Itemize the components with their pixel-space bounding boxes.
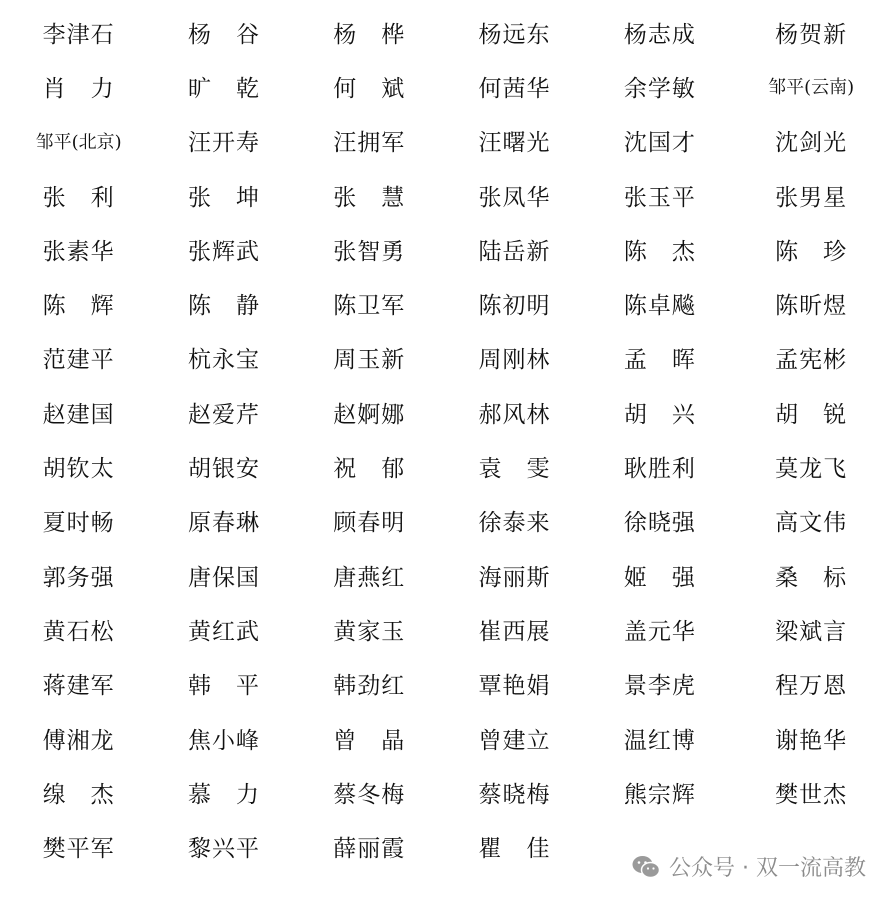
name-cell: 瞿 佳 — [478, 836, 551, 863]
name-row — [0, 59, 892, 113]
name-cell: 杨远东 — [478, 21, 551, 48]
name-cell: 杨 谷 — [187, 21, 260, 48]
name-cell: 孟 晖 — [623, 347, 696, 374]
watermark — [631, 851, 866, 882]
name-cell: 沈国才 — [623, 130, 696, 157]
name-cell: 余学敏 — [623, 75, 696, 102]
name-cell: 赵爱芹 — [187, 401, 260, 428]
name-cell: 黎兴平 — [187, 836, 260, 863]
name-cell: 程万恩 — [775, 673, 848, 700]
name-row — [0, 602, 892, 656]
name-cell: 陈昕煜 — [775, 293, 848, 320]
name-cell: 唐保国 — [187, 564, 260, 591]
name-cell: 韩 平 — [187, 673, 260, 700]
name-grid — [0, 5, 892, 874]
name-row — [0, 548, 892, 602]
name-cell: 唐燕红 — [333, 564, 406, 591]
name-cell: 旷 乾 — [187, 75, 260, 102]
name-cell: 徐泰来 — [478, 510, 551, 537]
name-row — [0, 114, 892, 168]
watermark-text: 公众号 · 双一流高教 — [669, 856, 866, 881]
name-cell: 曾 晶 — [333, 727, 406, 754]
name-cell: 原春琳 — [187, 510, 260, 537]
name-cell: 袁 雯 — [478, 456, 551, 483]
name-cell: 桑 标 — [775, 564, 848, 591]
name-row — [0, 494, 892, 548]
name-cell: 张 利 — [42, 184, 115, 211]
name-cell: 孟宪彬 — [775, 347, 848, 374]
name-cell: 慕 力 — [187, 781, 260, 808]
name-cell: 熊宗辉 — [623, 781, 696, 808]
name-cell: 曾建立 — [478, 727, 551, 754]
name-cell: 陈卓飚 — [623, 293, 696, 320]
name-cell: 郝风林 — [478, 401, 551, 428]
name-cell: 姬 强 — [623, 564, 696, 591]
name-cell: 何 斌 — [333, 75, 406, 102]
name-cell: 张智勇 — [333, 238, 406, 265]
name-cell: 杨 桦 — [333, 21, 406, 48]
name-cell: 陈 辉 — [42, 293, 115, 320]
name-cell: 胡 兴 — [623, 401, 696, 428]
name-row — [0, 276, 892, 330]
name-cell: 赵建国 — [42, 401, 115, 428]
name-cell: 黄家玉 — [333, 618, 406, 645]
name-row — [0, 711, 892, 765]
name-cell: 谢艳华 — [775, 727, 848, 754]
name-cell: 樊平军 — [42, 836, 115, 863]
name-cell: 薛丽霞 — [333, 836, 406, 863]
wechat-icon — [631, 854, 661, 880]
name-cell: 张男星 — [775, 184, 848, 211]
name-cell: 陈 杰 — [623, 238, 696, 265]
name-row — [0, 439, 892, 493]
name-cell: 汪曙光 — [478, 130, 551, 157]
name-cell: 顾春明 — [333, 510, 406, 537]
name-cell: 郭务强 — [42, 564, 115, 591]
name-cell: 莫龙飞 — [775, 456, 848, 483]
name-cell: 张辉武 — [187, 238, 260, 265]
name-cell: 胡 锐 — [775, 401, 848, 428]
name-cell: 覃艳娟 — [478, 673, 551, 700]
name-row — [0, 765, 892, 819]
name-cell: 崔西展 — [478, 618, 551, 645]
name-cell: 邹平(云南) — [768, 77, 855, 99]
name-cell: 景李虎 — [623, 673, 696, 700]
name-cell: 张素华 — [42, 238, 115, 265]
name-cell: 赵婀娜 — [333, 401, 406, 428]
name-cell: 黄石松 — [42, 618, 115, 645]
name-cell: 盖元华 — [623, 618, 696, 645]
name-cell: 胡钦太 — [42, 456, 115, 483]
name-cell: 樊世杰 — [775, 781, 848, 808]
name-cell: 张凤华 — [478, 184, 551, 211]
name-cell: 张玉平 — [623, 184, 696, 211]
name-cell: 海丽斯 — [478, 564, 551, 591]
name-cell: 汪开寿 — [187, 130, 260, 157]
name-cell: 陈 珍 — [775, 238, 848, 265]
name-cell: 何茜华 — [478, 75, 551, 102]
name-cell: 高文伟 — [775, 510, 848, 537]
name-cell: 黄红武 — [187, 618, 260, 645]
name-cell: 陈初明 — [478, 293, 551, 320]
name-cell: 蔡冬梅 — [333, 781, 406, 808]
name-row — [0, 385, 892, 439]
name-cell: 周玉新 — [333, 347, 406, 374]
name-cell: 夏时畅 — [42, 510, 115, 537]
name-cell: 汪拥军 — [333, 130, 406, 157]
name-cell: 杨志成 — [623, 21, 696, 48]
name-cell: 邹平(北京) — [35, 131, 122, 153]
name-row — [0, 168, 892, 222]
name-cell: 温红博 — [623, 727, 696, 754]
name-cell: 蔡晓梅 — [478, 781, 551, 808]
name-cell: 陈卫军 — [333, 293, 406, 320]
name-row — [0, 222, 892, 276]
name-cell: 周刚林 — [478, 347, 551, 374]
name-cell: 陈 静 — [187, 293, 260, 320]
name-cell: 韩劲红 — [333, 673, 406, 700]
name-cell: 徐晓强 — [623, 510, 696, 537]
name-row — [0, 5, 892, 59]
name-cell: 范建平 — [42, 347, 115, 374]
name-cell: 张 慧 — [333, 184, 406, 211]
name-row — [0, 331, 892, 385]
name-cell: 杭永宝 — [187, 347, 260, 374]
name-cell: 祝 郁 — [333, 456, 406, 483]
name-cell: 傅湘龙 — [42, 727, 115, 754]
name-cell: 李津石 — [42, 21, 115, 48]
name-cell: 张 坤 — [187, 184, 260, 211]
name-cell: 沈剑光 — [775, 130, 848, 157]
name-cell: 蒋建军 — [42, 673, 115, 700]
name-cell: 胡银安 — [187, 456, 260, 483]
name-cell: 杨贺新 — [775, 21, 848, 48]
name-cell: 肖 力 — [42, 75, 115, 102]
name-row — [0, 657, 892, 711]
name-cell: 梁斌言 — [775, 618, 848, 645]
name-cell: 缐 杰 — [42, 781, 115, 808]
name-cell: 耿胜利 — [623, 456, 696, 483]
name-cell: 陆岳新 — [478, 238, 551, 265]
name-cell: 焦小峰 — [187, 727, 260, 754]
